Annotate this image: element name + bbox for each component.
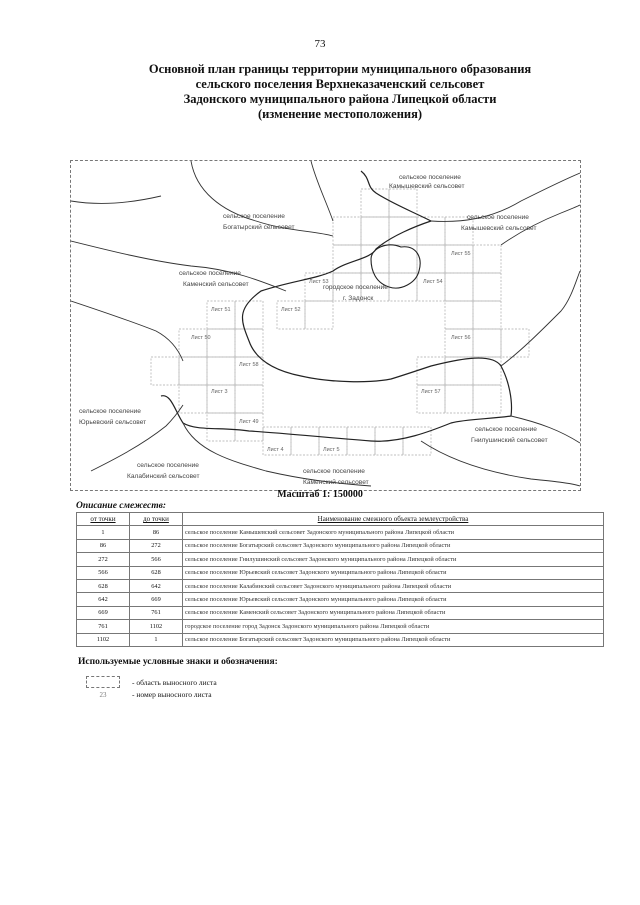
legend-symbol: 23 (99, 690, 107, 699)
header-name: Наименование смежного объекта землеустройства (183, 513, 604, 526)
cell-from: 761 (77, 620, 130, 633)
cell-to: 1 (130, 633, 183, 646)
table-row (77, 526, 604, 539)
cell-from: 628 (77, 579, 130, 592)
cell-to: 272 (130, 539, 183, 552)
cell-from: 86 (77, 539, 130, 552)
label-kamyshevsky-top: Камышевский сельсовет (389, 183, 465, 190)
cell-name: городское поселение город Задонск Задонского муниципального района Липецкой области (183, 620, 604, 633)
cell-from: 272 (77, 553, 130, 566)
cell-from: 669 (77, 606, 130, 619)
adjacency-caption: Описание смежеств: (76, 501, 167, 511)
table-header-row (77, 513, 604, 526)
cell-to: 628 (130, 566, 183, 579)
label-kalabino: Калабинский сельсовет (127, 473, 200, 480)
label-bogatyr: Богатырский сельсовет (223, 224, 295, 231)
label-yuryevsky: сельское поселение (79, 408, 141, 415)
map-drawing (71, 161, 580, 490)
label-zadonsk: городское поселение (323, 284, 388, 291)
cell-name: сельское поселение Богатырский сельсовет Задонского муниципального района Липецкой области (183, 633, 604, 646)
cell-to: 566 (130, 553, 183, 566)
document-title (100, 62, 580, 122)
sheet-label: Лист 49 (239, 419, 259, 425)
boundary-map (70, 160, 581, 491)
cell-from: 1 (77, 526, 130, 539)
table-row (77, 606, 604, 619)
settlement-labels (79, 174, 548, 486)
cell-name: сельское поселение Каменский сельсовет Задонского муниципального района Липецкой области (183, 606, 604, 619)
sheet-label: Лист 4 (267, 447, 284, 453)
cell-to: 761 (130, 606, 183, 619)
cell-name: сельское поселение Богатырский сельсовет Задонского муниципального района Липецкой области (183, 539, 604, 552)
label-kamensky: сельское поселение (179, 270, 241, 277)
sheet-label: Лист 5 (323, 447, 340, 453)
title-line-3: Задонского муниципального района Липецкой области (183, 92, 497, 106)
cell-from: 642 (77, 593, 130, 606)
cell-name: сельское поселение Юрьевский сельсовет Задонского муниципального района Липецкой области (183, 566, 604, 579)
label-kamensky-bottom: Каменский сельсовет (303, 479, 369, 486)
sheet-label: Лист 53 (309, 279, 329, 285)
zadonsk-boundary (371, 245, 420, 288)
cell-from: 566 (77, 566, 130, 579)
sheet-label: Лист 54 (423, 279, 443, 285)
cell-from: 1102 (77, 633, 130, 646)
label-kamyshevsky-right: Камышевский сельсовет (461, 225, 537, 232)
map-scale: Масштаб 1: 150000 (277, 489, 363, 500)
legend-text: - номер выносного листа (132, 690, 212, 699)
table-row (77, 633, 604, 646)
sheet-label: Лист 58 (239, 362, 259, 368)
legend-item-sheet-number (86, 690, 212, 699)
header-from: от точки (77, 513, 130, 526)
cell-to: 86 (130, 526, 183, 539)
adjacency-section (76, 501, 604, 647)
adjacency-table (76, 512, 604, 647)
label-gnilusha: Гнилушинский сельсовет (471, 437, 548, 444)
table-row (77, 620, 604, 633)
sheet-label: Лист 50 (191, 335, 211, 341)
cell-to: 669 (130, 593, 183, 606)
title-line-1: Основной план границы территории муниципального образования (148, 62, 532, 76)
sheet-label: Лист 52 (281, 307, 301, 313)
label-yuryevsky: Юрьевский сельсовет (79, 419, 147, 426)
table-row (77, 539, 604, 552)
sheet-label: Лист 55 (451, 251, 471, 257)
label-kalabino: сельское поселение (137, 462, 199, 469)
label-zadonsk: г. Задонск (343, 295, 374, 302)
label-gnilusha: сельское поселение (475, 426, 537, 433)
sheet-label: Лист 51 (211, 307, 231, 313)
legend-title: Используемые условные знаки и обозначения: (78, 657, 278, 667)
table-row (77, 579, 604, 592)
cell-to: 1102 (130, 620, 183, 633)
legend-item-sheet-area (86, 676, 217, 688)
cell-name: сельское поселение Камышевский сельсовет Задонского муниципального района Липецкой области (183, 526, 604, 539)
cell-name: сельское поселение Юрьевский сельсовет Задонского муниципального района Липецкой области (183, 593, 604, 606)
table-row (77, 593, 604, 606)
label-kamyshevsky-right: сельское поселение (467, 214, 529, 221)
legend-text: - область выносного листа (132, 677, 217, 687)
label-kamensky-bottom: сельское поселение (303, 468, 365, 475)
sheet-label: Лист 56 (451, 335, 471, 341)
cell-to: 642 (130, 579, 183, 592)
table-row (77, 566, 604, 579)
title-line-2: сельского поселения Верхнеказаченский сельсовет (195, 77, 485, 91)
sheet-label: Лист 57 (421, 389, 441, 395)
dashed-square-icon (86, 676, 120, 688)
header-to: до точки (130, 513, 183, 526)
label-kamyshevsky-top: сельское поселение (399, 174, 461, 181)
table-row (77, 553, 604, 566)
label-bogatyr: сельское поселение (223, 213, 285, 220)
cell-name: сельское поселение Калабинский сельсовет Задонского муниципального района Липецкой области (183, 579, 604, 592)
page-number: 73 (314, 38, 326, 50)
sheet-label: Лист 3 (211, 389, 228, 395)
label-kamensky: Каменский сельсовет (183, 281, 249, 288)
cell-name: сельское поселение Гнилушинский сельсовет Задонского муниципального района Липецкой области (183, 553, 604, 566)
title-line-4: (изменение местоположения) (257, 107, 423, 121)
